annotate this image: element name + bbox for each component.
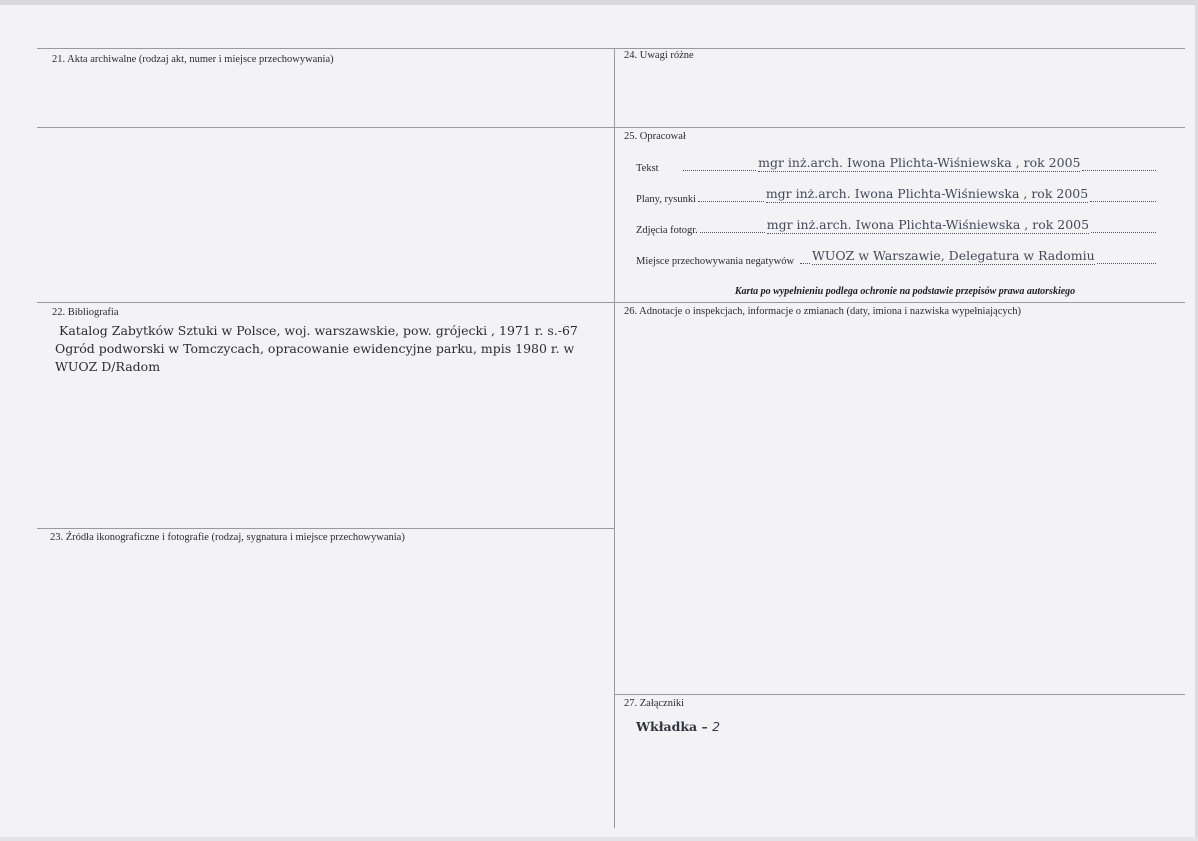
section-27-label: 27. Załączniki (624, 698, 685, 709)
opracowal-zdjecia-row (636, 217, 1158, 236)
bibliography-line: Ogród podworski w Tomczycach, opracowanie ewidencyjne parku, mpis 1980 r. w (55, 341, 575, 356)
dotted-leader (1090, 201, 1156, 202)
dotted-leader (683, 170, 757, 171)
divider-27 (614, 694, 1185, 695)
plany-value: mgr inż.arch. Iwona Plichta-Wiśniewska , rok 2005 (765, 186, 1089, 201)
section-25-label: 25. Opracował (624, 131, 686, 142)
attachments-entry (636, 719, 720, 734)
bibliography-line: WUOZ D/Radom (55, 359, 161, 374)
section-23-label: 23. Źródła ikonograficzne i fotografie (rodzaj, sygnatura i miejsce przechowywania) (50, 532, 405, 543)
dotted-leader (800, 263, 810, 264)
section-26-label: 26. Adnotacje o inspekcjach, informacje o zmianach (daty, imiona i nazwiska wypełniających) (624, 306, 1022, 317)
opracowal-tekst-row (636, 155, 1158, 174)
center-divider-line (614, 48, 615, 828)
scan-top-edge (0, 0, 1198, 5)
section-22-label: 22. Bibliografia (52, 307, 119, 318)
zdjecia-value: mgr inż.arch. Iwona Plichta-Wiśniewska , rok 2005 (766, 217, 1090, 232)
dotted-leader (700, 232, 765, 233)
bibliography-entries (55, 322, 615, 376)
bibliography-line: Katalog Zabytków Sztuki w Polsce, woj. warszawskie, pow. grójecki , 1971 r. s.-67 (59, 323, 578, 338)
attachments-text: Wkładka – (636, 719, 708, 734)
dotted-leader (698, 201, 764, 202)
negatywy-value: WUOZ w Warszawie, Delegatura w Radomiu (812, 248, 1095, 263)
section-24-label: 24. Uwagi różne (624, 50, 694, 61)
tekst-label: Tekst (636, 163, 659, 174)
tekst-value: mgr inż.arch. Iwona Plichta-Wiśniewska , rok 2005 (758, 155, 1081, 170)
section-21-label: 21. Akta archiwalne (rodzaj akt, numer i miejsce przechowywania) (52, 54, 334, 65)
opracowal-plany-row (636, 186, 1158, 205)
dotted-leader (1091, 232, 1156, 233)
divider-23 (37, 528, 614, 529)
divider-22-26 (37, 302, 1185, 303)
plany-label: Plany, rysunki (636, 194, 696, 205)
scan-bottom-edge (0, 837, 1198, 841)
negatywy-label: Miejsce przechowywania negatywów (636, 256, 795, 267)
attachments-handwritten-number: 2 (712, 719, 721, 734)
dotted-leader (1082, 170, 1156, 171)
divider-21-25 (37, 127, 1185, 128)
copyright-notice: Karta po wypełnieniu podlega ochronie na podstawie przepisów prawa autorskiego (734, 286, 1076, 297)
dotted-leader (1097, 263, 1156, 264)
opracowal-negatywy-row (636, 248, 1158, 267)
zdjecia-label: Zdjęcia fotogr. (636, 225, 698, 236)
top-border-line (37, 48, 1185, 49)
